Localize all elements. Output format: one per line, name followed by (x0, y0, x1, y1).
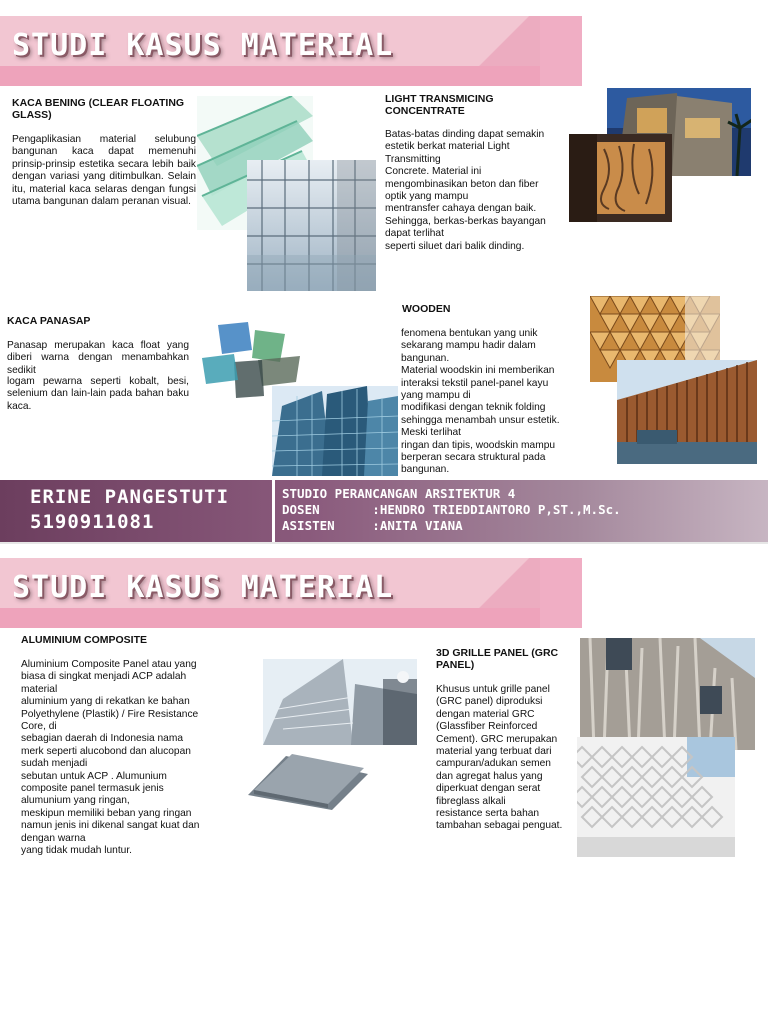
dosen-line: DOSEN :HENDRO TRIEDDIANTORO P,ST.,M.Sc. (282, 502, 621, 517)
kaca-panasap-text-1: Panasap merupakan kaca float yang diberi warna dengan menambahkan sedikit (7, 340, 189, 376)
student-footer (0, 480, 768, 542)
student-id: 5190911081 (30, 511, 155, 533)
glass-tower-image (272, 386, 398, 476)
page2-title: STUDI KASUS MATERIAL (12, 570, 394, 605)
grille-text: Khusus untuk grille panel (GRC panel) diproduksi dengan material GRC (Glassfiber Reinforced Cement). GRC merupakan material yang terbuat dari campuran/adukan semen dan agregat halus yang diperkuat dengan serat fibreglass alkali resistance serta bahan tambahan sebagai penguat. (436, 684, 563, 832)
studio-name: STUDIO PERANCANGAN ARSITEKTUR 4 (282, 486, 516, 501)
banner-tab (540, 16, 582, 86)
wooden-text: fenomena bentukan yang unik sekarang mampu hadir dalam bangunan. Material woodskin ini memberikan interaksi tekstil panel-panel kayu yang mampu di modifikasi dengan teknik folding sehingga menambah unsur estetik. Meski terlihat ringan dan tipis, woodskin mampu berperan secara struktural pada bangunan. (401, 328, 560, 476)
grc-facade-image (580, 638, 755, 750)
wooden-louver-facade-image (617, 360, 757, 464)
student-name: ERINE PANGESTUTI (30, 486, 230, 508)
banner-stripe (0, 608, 582, 628)
footer-divider (272, 480, 275, 542)
light-concrete-wall-image (569, 134, 672, 222)
page-separator (0, 542, 768, 544)
acp-panels-image (246, 750, 370, 812)
kaca-panasap-text-2: logam pewarna seperti kobalt, besi, selenium dan lain-lain pada bahan baku kaca. (7, 376, 189, 412)
wooden-heading: WOODEN (402, 303, 451, 315)
banner-stripe (0, 66, 582, 86)
glass-facade-interior-image (247, 160, 376, 291)
acp-building-image (263, 659, 417, 745)
light-transmicing-heading: LIGHT TRANSMICING CONCENTRATE (385, 93, 494, 117)
aluminium-text: Aluminium Composite Panel atau yang biasa di singkat menjadi ACP adalah material aluminium yang di rekatkan ke bahan Polyethylene (Plastik) / Fire Resistance Core, di sebagian daerah di Indonesia nama merk seperti alucobond dan alucopan sudah menjadi sebutan untuk ACP . Alumunium composite panel termasuk jenis alumunium yang ringan, meskipun memiliki beban yang ringan namun jenis ini dikenal sangat kuat dan dengan warna yang tidak mudah luntur. (21, 659, 200, 857)
kaca-panasap-heading: KACA PANASAP (7, 315, 91, 327)
page2-banner (0, 558, 582, 628)
grc-grille-wall-image (577, 737, 735, 857)
aluminium-heading: ALUMINIUM COMPOSITE (21, 634, 147, 646)
light-transmicing-text: Batas-batas dinding dapat semakin estetik berkat material Light Transmitting Concrete. Material ini mengombinasikan beton dan fiber optik yang mampu mentransfer cahaya dengan baik. Sehingga, berkas-berkas bayangan dapat terlihat seperti siluet dari balik dinding. (385, 129, 546, 252)
grille-heading: 3D GRILLE PANEL (GRC PANEL) (436, 647, 559, 671)
page1-title: STUDI KASUS MATERIAL (12, 28, 394, 63)
kaca-bening-text: Pengaplikasian material selubung bangunan kaca dapat memenuhi prinsip-prinsip estetika secara lebih baik dengan variasi yang ditimbulkan. Selain itu, material kaca selaras dengan fungsi utama bangunan dalam peranan visual. (12, 134, 196, 208)
asisten-line: ASISTEN :ANITA VIANA (282, 518, 463, 533)
page1-banner (0, 16, 582, 86)
kaca-bening-heading: KACA BENING (CLEAR FLOATING GLASS) (12, 97, 185, 121)
banner-tab (540, 558, 582, 628)
